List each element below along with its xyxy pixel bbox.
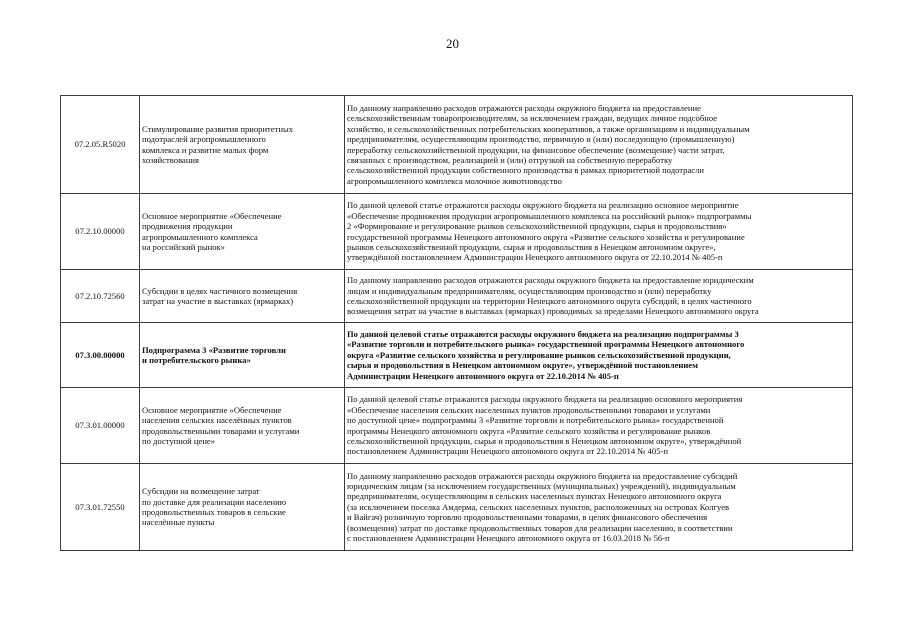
article-description [345, 388, 853, 464]
article-name [140, 388, 345, 464]
article-name [140, 323, 345, 388]
target-code: 07.2.10.00000 [61, 194, 140, 270]
article-name-text: Субсидии на возмещение затрат по доставке для реализации населению продовольственных товаров в сельские населённые пункты [142, 486, 287, 528]
table-row [61, 194, 853, 270]
table-row [61, 96, 853, 194]
article-description [345, 96, 853, 194]
article-name [140, 96, 345, 194]
article-name [140, 194, 345, 270]
article-description-text: По данной целевой статье отражаются расходы окружного бюджета на реализацию подпрограммы 3 «Развитие торговли и потребительского рынка» государственной программы Ненецкого автономного округа «Развитие сельского хозяйства и регулирование рынков сельскохозяйственной продукции, сырья и продовольствия в Ненецком автономном округе», утверждённой постановлением Администрации Ненецкого автономного округа от 22.10.2014 № 405-п [347, 329, 745, 381]
table-row [61, 323, 853, 388]
article-description [345, 270, 853, 323]
table-row [61, 388, 853, 464]
target-code: 07.3.01.72550 [61, 464, 140, 551]
article-name [140, 270, 345, 323]
article-description-text: По данной целевой статье отражаются расходы окружного бюджета на реализацию основного мероприятия «Обеспечение населения сельских населенных пунктов продовольственными товарами и услугами по доступной цене» подпрограммы 3 «Развитие торговли и потребительского рынка» государственной программы Ненецкого автономного округа «Развитие сельского хозяйства и регулирование рынков сельскохозяйственной продукции, сырья и продовольствия в Ненецком автономном округе», утверждённой постановлением Администрации Ненецкого автономного округа от 22.10.2014 № 405-п [347, 394, 743, 457]
budget-classification-table [60, 95, 853, 551]
table-row [61, 270, 853, 323]
target-code: 07.3.00.00000 [61, 323, 140, 388]
article-description-text: По данному направлению расходов отражаются расходы окружного бюджета на предоставление юридическим лицам и индивидуальным предпринимателям, осуществляющим производство и (или) переработку сельскохозяйственной продукции на территории Ненецкого автономного округа субсидий, в целях частичного возмещения затрат на участие в выставках (ярмарках) проводимых за пределами Ненецкого автономного округа [347, 275, 759, 317]
article-name-text: Основное мероприятие «Обеспечение продвижения продукции агропромышленного комплекса на российский рынок» [142, 210, 282, 252]
article-description-text: По данному направлению расходов отражаются расходы окружного бюджета на предоставление субсидий юридическим лицам (за исключением государственных (муниципальных) учреждений), индивидуальным предпринимателям, осуществляющим в сельских населенных пунктах Ненецкого автономного округа (за исключением поселка Амдерма, сельских населенных пунктов, расположенных на островах Колгуев и Вайгач) розничную торговлю продовольственными товарами, в целях финансового обеспечения (возмещения) затрат по доставке продовольственных товаров для реализации населению, в соответствии с постановлением Администрации Ненецкого автономного округа от 16.03.2018 № 56-п [347, 470, 738, 543]
target-code: 07.3.01.00000 [61, 388, 140, 464]
article-description-text: По данной целевой статье отражаются расходы окружного бюджета на реализацию основное мероприятие «Обеспечение продвижения продукции агропромышленного комплекса на российский рынок» подпрограммы 2 «Формирование и регулирование рынков сельскохозяйственной продукции, сырья и продовольствия» государственной программы Ненецкого автономного округа «Развитие сельского хозяйства и регулирование рынков сельскохозяйственной продукции, сырья и продовольствия в Ненецком автономном округе», утверждённой постановлением Администрации Ненецкого автономного округа от 22.10.2014 № 405-п [347, 200, 752, 263]
article-description [345, 323, 853, 388]
article-name-text: Подпрограмма 3 «Развитие торговли и потребительского рынка» [142, 344, 286, 365]
table-row [61, 464, 853, 551]
article-name [140, 464, 345, 551]
article-description [345, 464, 853, 551]
article-description [345, 194, 853, 270]
article-name-text: Стимулирование развития приоритетных подотраслей агропромышленного комплекса и развитие малых форм хозяйствования [142, 123, 294, 165]
article-name-text: Субсидии в целях частичного возмещения затрат на участие в выставках (ярмарках) [142, 285, 298, 306]
target-code: 07.2.10.72560 [61, 270, 140, 323]
article-description-text: По данному направлению расходов отражаются расходы окружного бюджета на предоставление сельскохозяйственным товаропроизводителям, за исключением граждан, ведущих личное подсобное хозяйство, и сельскохозяйственных потребительских кооперативов, а также организациям и индивидуальным предпринимателям, осуществляющим производство, первичную и (или) последующую (промышленную) переработку сельскохозяйственной продукции, на финансовое обеспечение (возмещение) части затрат, связанных с производством, реализацией и (или) отгрузкой на собственную переработку сельскохозяйственной продукции собственного производства в рамках приоритетной подотрасли агропромышленного комплекса молочное животноводство [347, 103, 750, 186]
target-code: 07.2.05.R5020 [61, 96, 140, 194]
article-name-text: Основное мероприятие «Обеспечение населения сельских населённых пунктов продовольственными товарами и услугами по доступной цене» [142, 404, 300, 446]
page-number: 20 [446, 36, 459, 51]
